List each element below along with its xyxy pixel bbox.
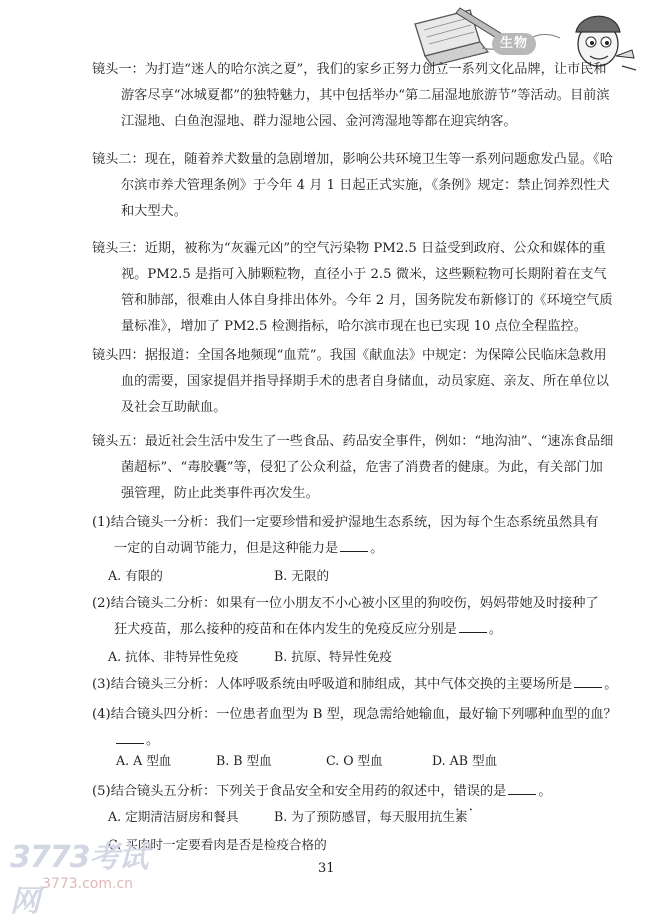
question-4-end: 。 xyxy=(146,733,160,748)
scene-4-text: 据报道：全国各地频现“血荒”。我国《献血法》中规定：为保障公民临床急救用血的需要，国家提倡并指导择期手术的患者自身储血，动员家庭、亲友、所在单位以及社会互助献血。 xyxy=(121,348,609,415)
option-b[interactable]: B. 为了预防感冒，每天服用抗生素 xyxy=(274,809,468,824)
question-2-end: 。 xyxy=(488,622,503,637)
option-b[interactable]: B. 无限的 xyxy=(274,568,330,583)
question-4 xyxy=(92,702,622,754)
option-d[interactable]: D. AB 型血 xyxy=(432,753,498,768)
question-5 xyxy=(92,779,622,805)
question-5-emphasis: 错误 • • xyxy=(454,784,480,799)
question-4-stem: 结合镜头四分析：一位患者血型为 B 型，现急需给她输血，最好输下列哪种血型的血？ xyxy=(110,707,617,722)
answer-blank[interactable] xyxy=(459,620,487,633)
scene-1-text: 为打造“迷人的哈尔滨之夏”，我们的家乡正努力创立一系列文化品牌，让市民和游客尽享“冰城夏都”的独特魅力，其中包括举办“第二届湿地旅游节”等活动。目前滨江湿地、白鱼泡湿地、群力湿地公园、金河湾湿地等都在迎宾纳客。 xyxy=(121,62,610,129)
option-a[interactable]: A. 定期清洁厨房和餐具 xyxy=(108,809,239,824)
question-1-stem: 结合镜头一分析：我们一定要珍惜和爱护湿地生态系统，因为每个生态系统虽然具有 xyxy=(110,515,599,530)
watermark-url: 3773.com.cn xyxy=(42,876,133,892)
question-5-stem: 结合镜头五分析：下列关于食品安全和安全用药的叙述中， xyxy=(110,784,454,799)
subject-badge: 生物 xyxy=(492,33,536,55)
scene-5-text: 最近社会生活中发生了一些食品、药品安全事件，例如：“地沟油”、“速冻食品细菌超标”、“毒胶囊”等，侵犯了公众利益，危害了消费者的健康。为此，有关部门加强管理，防止此类事件再次发生。 xyxy=(121,434,614,501)
question-5-stem-end: 的是 xyxy=(479,784,507,799)
option-c[interactable]: C. O 型血 xyxy=(326,753,383,768)
option-a[interactable]: A. 有限的 xyxy=(108,568,163,583)
question-4-number: (4) xyxy=(92,707,111,722)
answer-blank[interactable] xyxy=(116,731,144,744)
question-1 xyxy=(92,510,622,562)
scene-1-label: 镜头一： xyxy=(92,62,145,77)
option-c[interactable]: C. 买肉时一定要看肉是否是检疫合格的 xyxy=(108,837,327,852)
scene-1 xyxy=(92,57,615,135)
scene-5-label: 镜头五： xyxy=(92,434,145,449)
scene-2-text: 现在，随着养犬数量的急剧增加，影响公共环境卫生等一系列问题愈发凸显。《哈尔滨市养犬管理条例》于今年 4 月 1 日起正式实施，《条例》规定：禁止饲养烈性犬和大型犬。 xyxy=(121,152,613,219)
question-3 xyxy=(92,672,622,698)
question-2-number: (2) xyxy=(92,596,111,611)
site-watermark xyxy=(2,832,172,919)
question-2-stem: 结合镜头二分析：如果有一位小朋友不小心被小区里的狗咬伤，妈妈带她及时接种了 xyxy=(110,596,599,611)
question-1-stem-cont: 一定的自动调节能力，但是这种能力是 xyxy=(114,541,339,556)
answer-blank[interactable] xyxy=(574,675,602,688)
question-1-number: (1) xyxy=(92,515,111,530)
option-b[interactable]: B. 抗原、特异性免疫 xyxy=(274,649,393,664)
question-3-stem: 结合镜头三分析：人体呼吸系统由呼吸道和肺组成，其中气体交换的主要场所是 xyxy=(110,677,573,692)
question-5-number: (5) xyxy=(92,784,111,799)
option-a[interactable]: A. A 型血 xyxy=(116,753,172,768)
question-2 xyxy=(92,591,622,643)
page-number: 31 xyxy=(318,861,335,876)
question-2-stem-cont: 狂犬疫苗，那么接种的疫苗和在体内发生的免疫反应分别是 xyxy=(114,622,457,637)
question-3-end: 。 xyxy=(604,677,618,692)
scene-2-label: 镜头二： xyxy=(92,152,145,167)
answer-blank[interactable] xyxy=(340,539,368,552)
answer-blank[interactable] xyxy=(508,782,536,795)
question-5-end: 。 xyxy=(538,784,552,799)
watermark-main: 3773考试网 xyxy=(10,840,148,919)
scene-5 xyxy=(92,429,615,507)
scene-3 xyxy=(92,236,615,340)
scene-3-label: 镜头三： xyxy=(92,241,145,256)
scene-3-text: 近期，被称为“灰霾元凶”的空气污染物 PM2.5 日益受到政府、公众和媒体的重视。PM2.5 是指可入肺颗粒物，直径小于 2.5 微米，这些颗粒物可长期附着在支气管和肺部，很难由人体自身排出体外。今年 2 月，国务院发布新修订的《环境空气质量标准》，增加了 PM2.5 检测指标，哈尔滨市现在也已实现 10 点位全程监控。 xyxy=(121,241,613,334)
scene-4 xyxy=(92,343,615,421)
question-1-end: 。 xyxy=(370,541,384,556)
scene-4-label: 镜头四： xyxy=(92,348,145,363)
option-b[interactable]: B. B 型血 xyxy=(216,753,272,768)
option-a[interactable]: A. 抗体、非特异性免疫 xyxy=(108,649,239,664)
question-3-number: (3) xyxy=(92,677,111,692)
scene-2 xyxy=(92,147,615,225)
